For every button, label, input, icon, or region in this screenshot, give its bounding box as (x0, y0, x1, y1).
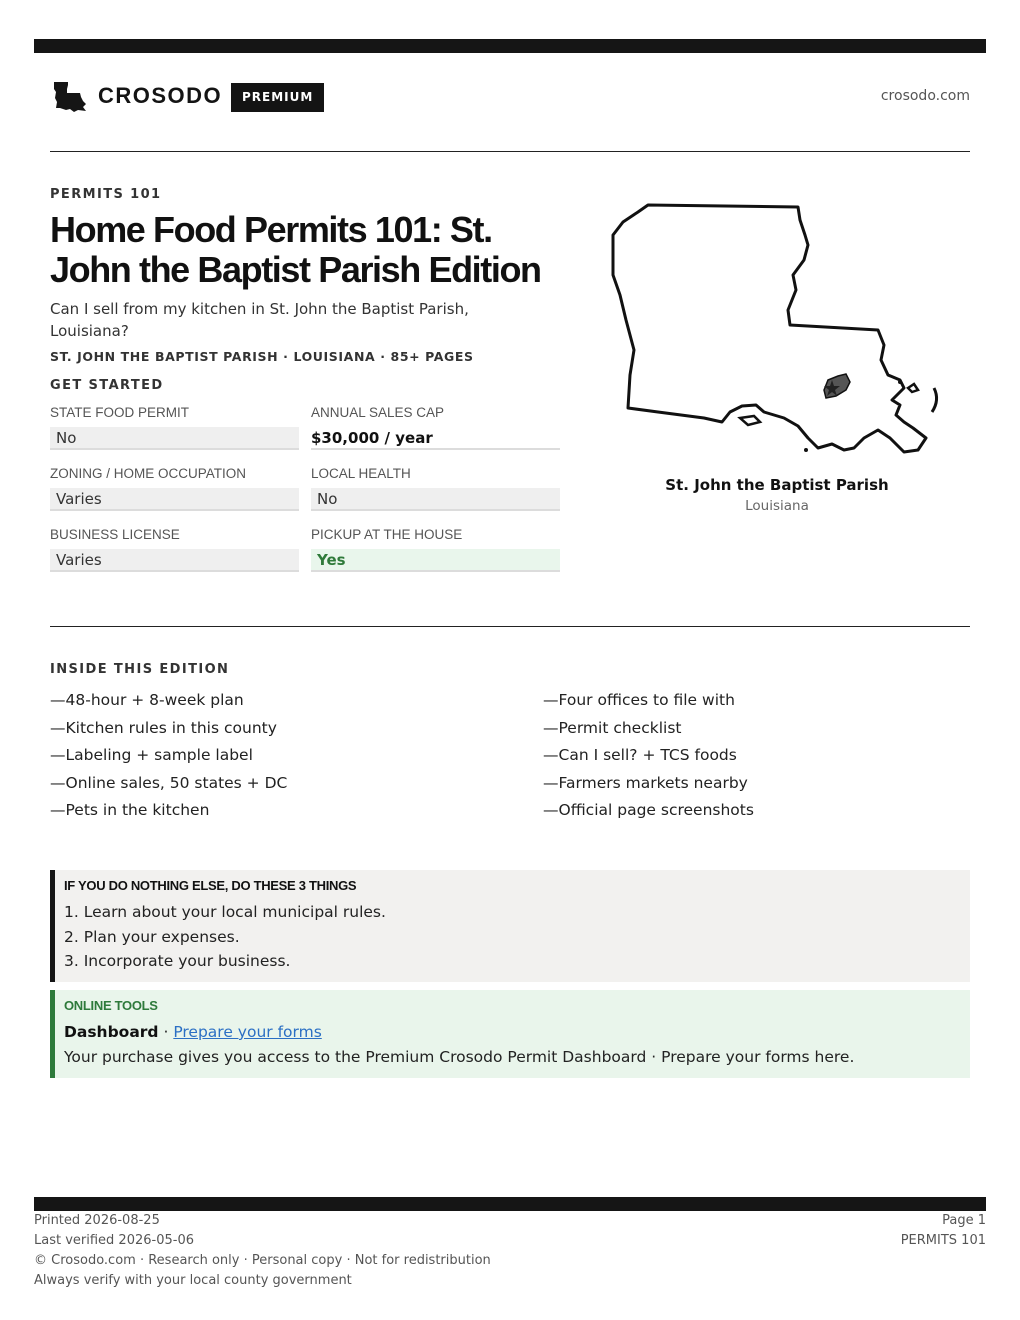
field-value: Varies (50, 488, 299, 511)
edition-meta: ST. JOHN THE BAPTIST PARISH · LOUISIANA · 85+ PAGES (50, 349, 474, 364)
callout-step: 1. Learn about your local municipal rules. (64, 903, 386, 921)
field-label: PICKUP AT THE HOUSE (311, 527, 463, 542)
toc-item: —Online sales, 50 states + DC (50, 773, 288, 792)
site-url[interactable]: crosodo.com (880, 88, 970, 104)
copyright: © Crosodo.com · Research only · Personal copy · Not for redistribution (34, 1253, 491, 1268)
separator: · (158, 1023, 174, 1041)
online-tools-description: Your purchase gives you access to the Premium Crosodo Permit Dashboard · Prepare your forms here. (64, 1048, 855, 1066)
page-number: Page 1 (942, 1213, 986, 1228)
toc-item: —Farmers markets nearby (543, 773, 748, 792)
toc-right (543, 687, 963, 825)
callout-heading: IF YOU DO NOTHING ELSE, DO THESE 3 THINGS (64, 878, 357, 893)
callout-step: 3. Incorporate your business. (64, 952, 291, 970)
online-tools-callout (50, 990, 970, 1078)
section-divider (50, 626, 970, 627)
toc-left (50, 687, 470, 825)
inside-edition-label: INSIDE THIS EDITION (50, 662, 230, 677)
toc-item: —Permit checklist (543, 718, 682, 737)
premium-badge: PREMIUM (231, 83, 324, 112)
field-value: $30,000 / year (311, 427, 560, 450)
header (50, 78, 970, 118)
footer-left (34, 1211, 491, 1291)
map-caption: St. John the Baptist Parish (665, 476, 889, 494)
field-label: ZONING / HOME OCCUPATION (50, 466, 247, 481)
field-business-license (50, 527, 299, 572)
field-label: LOCAL HEALTH (311, 466, 411, 481)
toc-item: —Labeling + sample label (50, 746, 253, 764)
prepare-forms-link[interactable]: Prepare your forms (173, 1023, 322, 1041)
field-state-food-permit (50, 405, 299, 450)
top-rule-bar (34, 39, 986, 53)
toc-item: —Pets in the kitchen (50, 801, 210, 819)
footer-section: PERMITS 101 (900, 1233, 986, 1248)
printed-date: Printed 2026-08-25 (34, 1213, 160, 1228)
field-value: No (50, 427, 299, 450)
dashboard-label: Dashboard (64, 1023, 159, 1041)
toc-item: —Can I sell? + TCS foods (543, 746, 737, 764)
field-value: Varies (50, 549, 299, 572)
eyebrow: PERMITS 101 (50, 187, 162, 202)
three-things-callout (50, 870, 970, 982)
field-zoning (50, 466, 299, 511)
field-value: No (311, 488, 560, 511)
footer-right (901, 1211, 986, 1251)
page-title: Home Food Permits 101: St. John the Baptist Parish Edition (50, 209, 541, 290)
toc-item: —48-hour + 8-week plan (50, 691, 244, 709)
field-label: STATE FOOD PERMIT (50, 405, 190, 420)
toc-item: —Official page screenshots (543, 801, 754, 819)
verified-date: Last verified 2026-05-06 (34, 1233, 194, 1248)
brand-name: CROSODO (98, 83, 223, 108)
field-value: Yes (311, 549, 560, 572)
callout-step: 2. Plan your expenses. (64, 927, 240, 946)
map-subcaption: Louisiana (745, 498, 809, 514)
header-divider (50, 151, 970, 152)
online-tools-heading: ONLINE TOOLS (64, 998, 158, 1013)
toc-item: —Four offices to file with (543, 691, 735, 709)
field-label: ANNUAL SALES CAP (311, 405, 445, 420)
field-annual-sales-cap (311, 405, 560, 450)
field-local-health (311, 466, 560, 511)
field-label: BUSINESS LICENSE (50, 527, 180, 542)
get-started-label: GET STARTED (50, 378, 164, 393)
bottom-rule-bar (34, 1197, 986, 1211)
field-pickup (311, 527, 560, 572)
verify-note: Always verify with your local county government (34, 1273, 352, 1288)
louisiana-outline-map (608, 200, 948, 460)
toc-item: —Kitchen rules in this county (50, 718, 277, 737)
dashboard-line (64, 1020, 970, 1044)
louisiana-state-icon (52, 80, 88, 114)
page-subtitle: Can I sell from my kitchen in St. John the Baptist Parish, Louisiana? (50, 300, 469, 340)
